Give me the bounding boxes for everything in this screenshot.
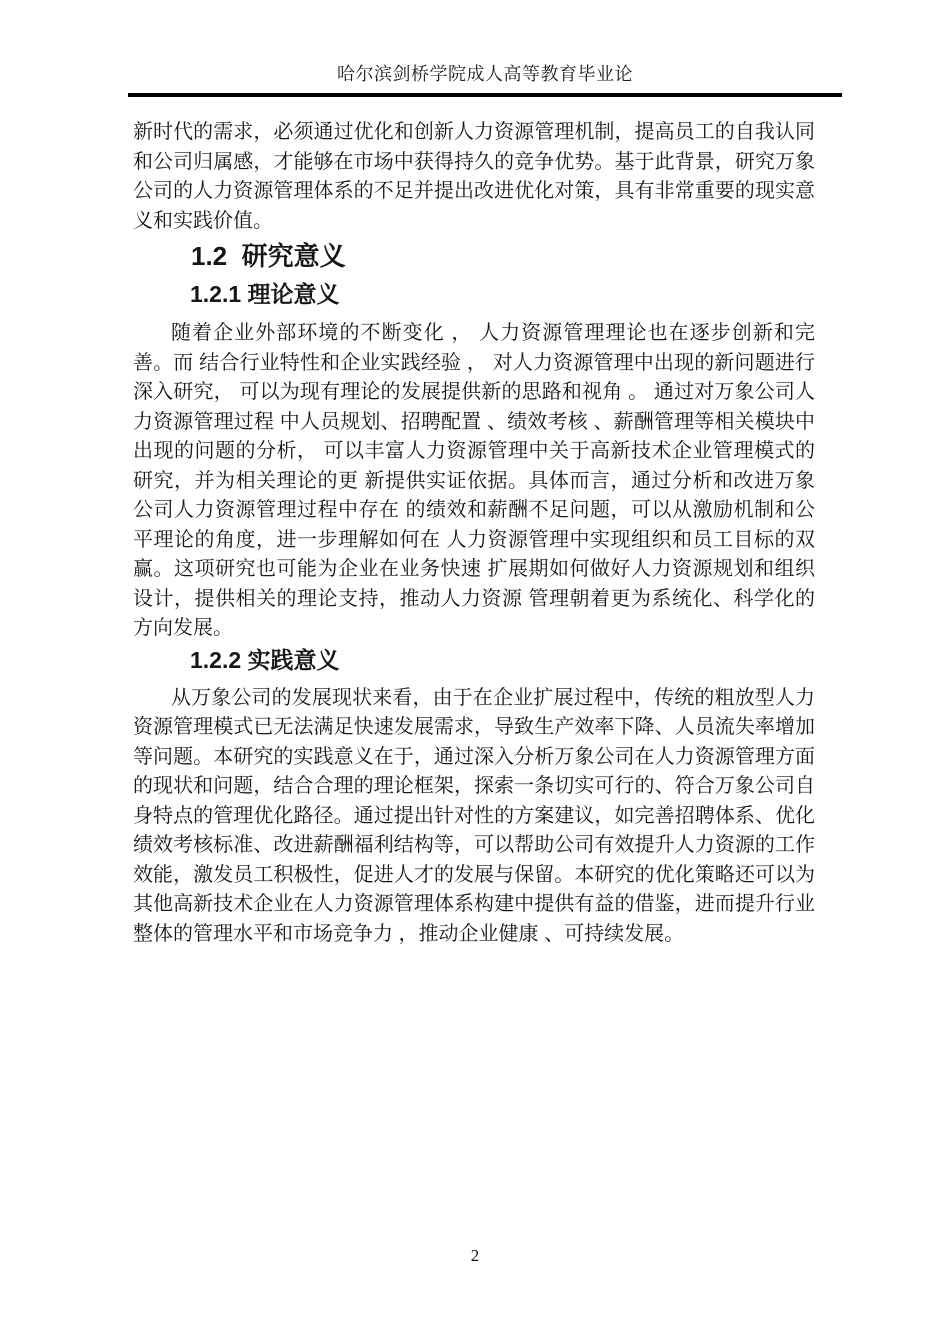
heading-section-1-2: 1.2 研究意义 <box>191 241 346 271</box>
heading-section-1-2-1: 1.2.1 理论意义 <box>190 281 340 307</box>
paragraph-theoretical-significance: 随着企业外部环境的不断变化 ， 人力资源管理理论也在逐步创新和完善。而 结合行业特性和企业实践经验 ， 对人力资源管理中出现的新问题进行深入研究， 可以为现有理论的发展提供新的思路和视角 。 通过对万象公司人力资源管理过程 中人员规划、招聘配置 、绩效考核 、薪酬管理等相关模块中出现的问题的分析， 可以丰富人力资源管理中关于高新技术企业管理模式的研究，并为相关理论的更 新提供实证依据。具体而言，通过分析和改进万象公司人力资源管理过程中存在 的绩效和薪酬不足问题，可以从激励机制和公平理论的角度，进一步理解如何在 人力资源管理中实现组织和员工目标的双赢。这项研究也可能为企业在业务快速 扩展期如何做好人力资源规划和组织设计，提供相关的理论支持，推动人力资源 管理朝着更为系统化、科学化的方向发展。 <box>133 322 815 639</box>
paragraph-practical-significance: 从万象公司的发展现状来看，由于在企业扩展过程中，传统的粗放型人力资源管理模式已无法满足快速发展需求，导致生产效率下降、人员流失率增加等问题。本研究的实践意义在于，通过深入分析万象公司在人力资源管理方面的现状和问题，结合合理的理论框架，探索一条切实可行的、符合万象公司自身特点的管理优化路径。通过提出针对性的方案建议，如完善招聘体系、优化绩效考核标准、改进薪酬福利结构等，可以帮助公司有效提升人力资源的工作效能，激发员工积极性，促进人才的发展与保留。本研究的优化策略还可以为其他高新技术企业在人力资源管理体系构建中提供有益的借鉴，进而提升行业整体的管理水平和市场竞争力 ，推动企业健康 、可持续发展。 <box>133 686 815 945</box>
header-divider <box>128 93 842 97</box>
page-number: 2 <box>470 1246 480 1265</box>
document-body <box>133 118 815 949</box>
page-header <box>128 0 842 97</box>
page-footer <box>0 1246 950 1266</box>
header-title: 哈尔滨剑桥学院成人高等教育毕业论 <box>337 64 633 84</box>
paragraph-intro: 新时代的需求，必须通过优化和创新人力资源管理机制，提高员工的自我认同和公司归属感，才能够在市场中获得持久的竞争优势。基于此背景，研究万象公司的人力资源管理体系的不足并提出改进优化对策，具有非常重要的现实意义和实践价值。 <box>133 121 815 232</box>
heading-section-1-2-2: 1.2.2 实践意义 <box>190 646 340 673</box>
